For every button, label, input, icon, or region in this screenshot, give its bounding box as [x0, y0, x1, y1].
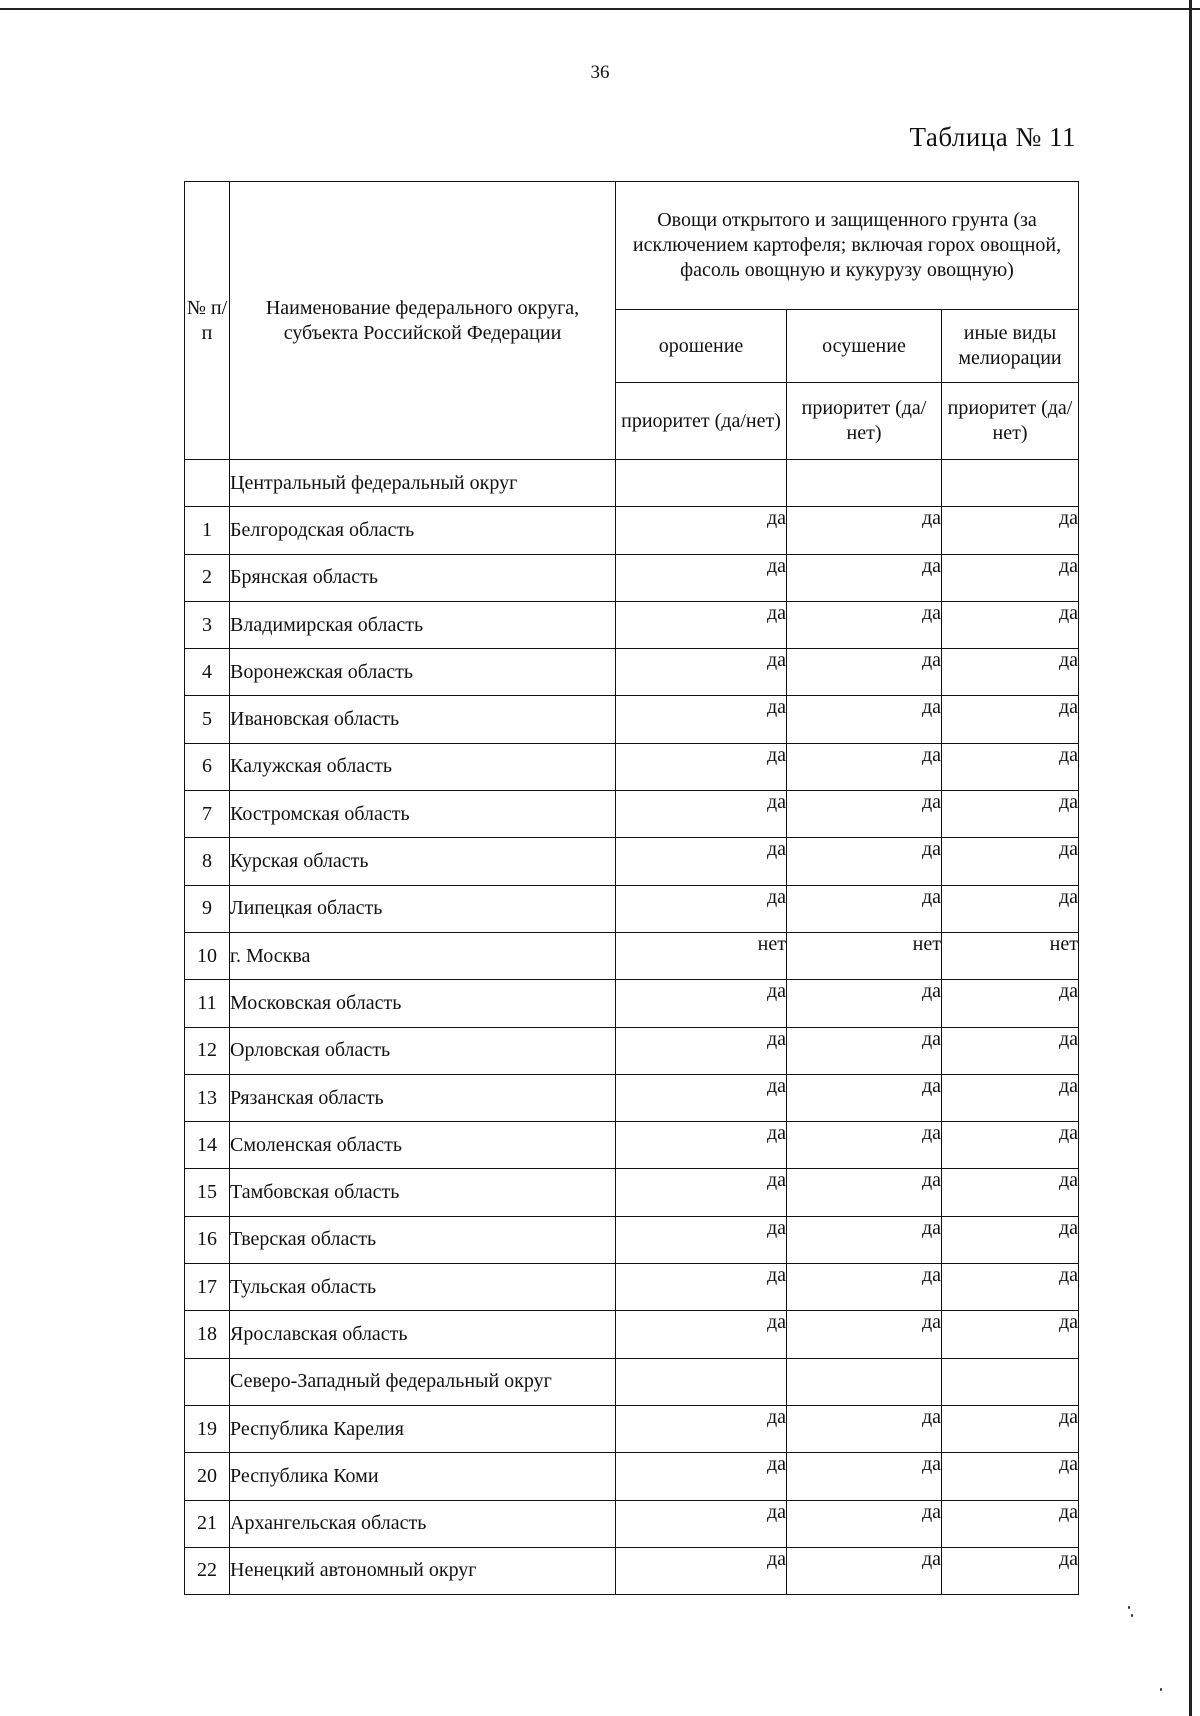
region-name: Брянская область — [230, 554, 616, 601]
table-row — [185, 1547, 1079, 1594]
region-name: Костромская область — [230, 791, 616, 838]
table-row — [185, 1122, 1079, 1169]
other-melioration-priority: да — [942, 838, 1079, 885]
row-number: 12 — [185, 1027, 230, 1074]
drainage-priority: да — [787, 1027, 942, 1074]
page-number: 36 — [590, 62, 610, 83]
other-melioration-priority: да — [942, 554, 1079, 601]
row-number: 17 — [185, 1264, 230, 1311]
other-melioration-priority: да — [942, 1264, 1079, 1311]
irrigation-priority: да — [616, 507, 787, 554]
drainage-priority: да — [787, 1122, 942, 1169]
other-melioration-priority: да — [942, 507, 1079, 554]
header-priority-2: приоритет (да/нет) — [787, 383, 942, 460]
irrigation-priority: да — [616, 885, 787, 932]
other-melioration-priority: да — [942, 1169, 1079, 1216]
table-row — [185, 554, 1079, 601]
row-number: 14 — [185, 1122, 230, 1169]
row-number: 3 — [185, 601, 230, 648]
region-name: Воронежская область — [230, 649, 616, 696]
table-row — [185, 1500, 1079, 1547]
other-melioration-priority: да — [942, 1074, 1079, 1121]
irrigation-priority: нет — [616, 932, 787, 979]
region-name: Тверская область — [230, 1216, 616, 1263]
region-name: Ивановская область — [230, 696, 616, 743]
irrigation-priority: да — [616, 980, 787, 1027]
row-number: 6 — [185, 743, 230, 790]
table-row — [185, 1405, 1079, 1452]
table-row — [185, 1027, 1079, 1074]
other-melioration-priority: да — [942, 1547, 1079, 1594]
region-name: Ярославская область — [230, 1311, 616, 1358]
table-row — [185, 1074, 1079, 1121]
irrigation-priority: да — [616, 1027, 787, 1074]
row-number: 15 — [185, 1169, 230, 1216]
region-name: Смоленская область — [230, 1122, 616, 1169]
row-number: 7 — [185, 791, 230, 838]
row-number: 19 — [185, 1405, 230, 1452]
region-name: Тамбовская область — [230, 1169, 616, 1216]
table-title: Таблица № 11 — [909, 122, 1076, 152]
row-number: 9 — [185, 885, 230, 932]
header-crop-group: Овощи открытого и защищенного грунта (за исключением картофеля; включая горох овощной, фасоль овощную и кукурузу овощную) — [616, 182, 1079, 310]
district-row-northwest — [185, 1358, 1079, 1405]
region-name: Белгородская область — [230, 507, 616, 554]
row-number: 8 — [185, 838, 230, 885]
table-row — [185, 885, 1079, 932]
other-melioration-priority: да — [942, 1500, 1079, 1547]
drainage-priority: да — [787, 791, 942, 838]
table-row — [185, 1453, 1079, 1500]
irrigation-priority: да — [616, 1311, 787, 1358]
drainage-priority: да — [787, 1405, 942, 1452]
drainage-priority: да — [787, 1264, 942, 1311]
scan-edge-right — [1189, 0, 1192, 1716]
drainage-priority: да — [787, 838, 942, 885]
other-melioration-priority: да — [942, 743, 1079, 790]
irrigation-priority: да — [616, 1074, 787, 1121]
district-name: Центральный федеральный округ — [230, 460, 616, 507]
other-melioration-priority: да — [942, 1311, 1079, 1358]
drainage-priority: да — [787, 649, 942, 696]
drainage-priority: да — [787, 1169, 942, 1216]
irrigation-priority: да — [616, 743, 787, 790]
region-name: Республика Карелия — [230, 1405, 616, 1452]
table-row — [185, 507, 1079, 554]
drainage-priority: да — [787, 696, 942, 743]
irrigation-priority: да — [616, 601, 787, 648]
other-melioration-priority: да — [942, 1405, 1079, 1452]
drainage-priority: да — [787, 1074, 942, 1121]
header-priority-1: приоритет (да/нет) — [616, 383, 787, 460]
region-name: Ненецкий автономный округ — [230, 1547, 616, 1594]
header-name: Наименование федерального округа, субъекта Российской Федерации — [230, 182, 616, 460]
drainage-priority: да — [787, 743, 942, 790]
other-melioration-priority: да — [942, 1453, 1079, 1500]
other-melioration-priority: да — [942, 696, 1079, 743]
region-name: Архангельская область — [230, 1500, 616, 1547]
scan-speck — [1131, 1614, 1133, 1617]
row-number: 13 — [185, 1074, 230, 1121]
table-row — [185, 838, 1079, 885]
irrigation-priority: да — [616, 696, 787, 743]
region-name: г. Москва — [230, 932, 616, 979]
table-row — [185, 791, 1079, 838]
irrigation-priority: да — [616, 1169, 787, 1216]
table-row — [185, 1169, 1079, 1216]
row-number: 1 — [185, 507, 230, 554]
table-row — [185, 696, 1079, 743]
table-row — [185, 1311, 1079, 1358]
row-number: 5 — [185, 696, 230, 743]
other-melioration-priority: да — [942, 980, 1079, 1027]
header-num: № п/п — [185, 182, 230, 460]
irrigation-priority: да — [616, 1216, 787, 1263]
table-row — [185, 1264, 1079, 1311]
table-row — [185, 1216, 1079, 1263]
header-priority-3: приоритет (да/нет) — [942, 383, 1079, 460]
drainage-priority: да — [787, 885, 942, 932]
region-name: Калужская область — [230, 743, 616, 790]
other-melioration-priority: да — [942, 1027, 1079, 1074]
other-melioration-priority: да — [942, 649, 1079, 696]
scan-speck — [1160, 1688, 1162, 1691]
irrigation-priority: да — [616, 838, 787, 885]
header-other-melioration: иные виды мелиорации — [942, 310, 1079, 383]
region-name: Липецкая область — [230, 885, 616, 932]
scan-edge-top — [0, 0, 1200, 10]
irrigation-priority: да — [616, 1122, 787, 1169]
drainage-priority: да — [787, 980, 942, 1027]
drainage-priority: да — [787, 1500, 942, 1547]
row-number: 11 — [185, 980, 230, 1027]
drainage-priority: да — [787, 1311, 942, 1358]
row-number: 2 — [185, 554, 230, 601]
row-number: 20 — [185, 1453, 230, 1500]
region-name: Орловская область — [230, 1027, 616, 1074]
row-number: 10 — [185, 932, 230, 979]
table-row — [185, 601, 1079, 648]
irrigation-priority: да — [616, 1453, 787, 1500]
district-row-central — [185, 460, 1079, 507]
scan-speck — [1128, 1606, 1130, 1609]
row-number: 4 — [185, 649, 230, 696]
drainage-priority: да — [787, 554, 942, 601]
header-drainage: осушение — [787, 310, 942, 383]
row-number: 22 — [185, 1547, 230, 1594]
district-name: Северо-Западный федеральный округ — [230, 1358, 616, 1405]
drainage-priority: да — [787, 1453, 942, 1500]
row-number: 21 — [185, 1500, 230, 1547]
irrigation-priority: да — [616, 1405, 787, 1452]
other-melioration-priority: да — [942, 791, 1079, 838]
region-name: Владимирская область — [230, 601, 616, 648]
irrigation-priority: да — [616, 1500, 787, 1547]
melioration-priority-table — [184, 181, 1079, 1595]
drainage-priority: да — [787, 507, 942, 554]
drainage-priority: да — [787, 1547, 942, 1594]
drainage-priority: да — [787, 1216, 942, 1263]
other-melioration-priority: да — [942, 1216, 1079, 1263]
other-melioration-priority: да — [942, 1122, 1079, 1169]
irrigation-priority: да — [616, 791, 787, 838]
table-body — [185, 460, 1079, 1595]
table-row — [185, 932, 1079, 979]
row-number: 16 — [185, 1216, 230, 1263]
other-melioration-priority: нет — [942, 932, 1079, 979]
region-name: Рязанская область — [230, 1074, 616, 1121]
irrigation-priority: да — [616, 649, 787, 696]
region-name: Московская область — [230, 980, 616, 1027]
other-melioration-priority: да — [942, 885, 1079, 932]
irrigation-priority: да — [616, 1264, 787, 1311]
table-row — [185, 980, 1079, 1027]
header-irrigation: орошение — [616, 310, 787, 383]
region-name: Республика Коми — [230, 1453, 616, 1500]
other-melioration-priority: да — [942, 601, 1079, 648]
region-name: Курская область — [230, 838, 616, 885]
drainage-priority: нет — [787, 932, 942, 979]
drainage-priority: да — [787, 601, 942, 648]
irrigation-priority: да — [616, 554, 787, 601]
irrigation-priority: да — [616, 1547, 787, 1594]
table-row — [185, 649, 1079, 696]
region-name: Тульская область — [230, 1264, 616, 1311]
row-number: 18 — [185, 1311, 230, 1358]
table-row — [185, 743, 1079, 790]
